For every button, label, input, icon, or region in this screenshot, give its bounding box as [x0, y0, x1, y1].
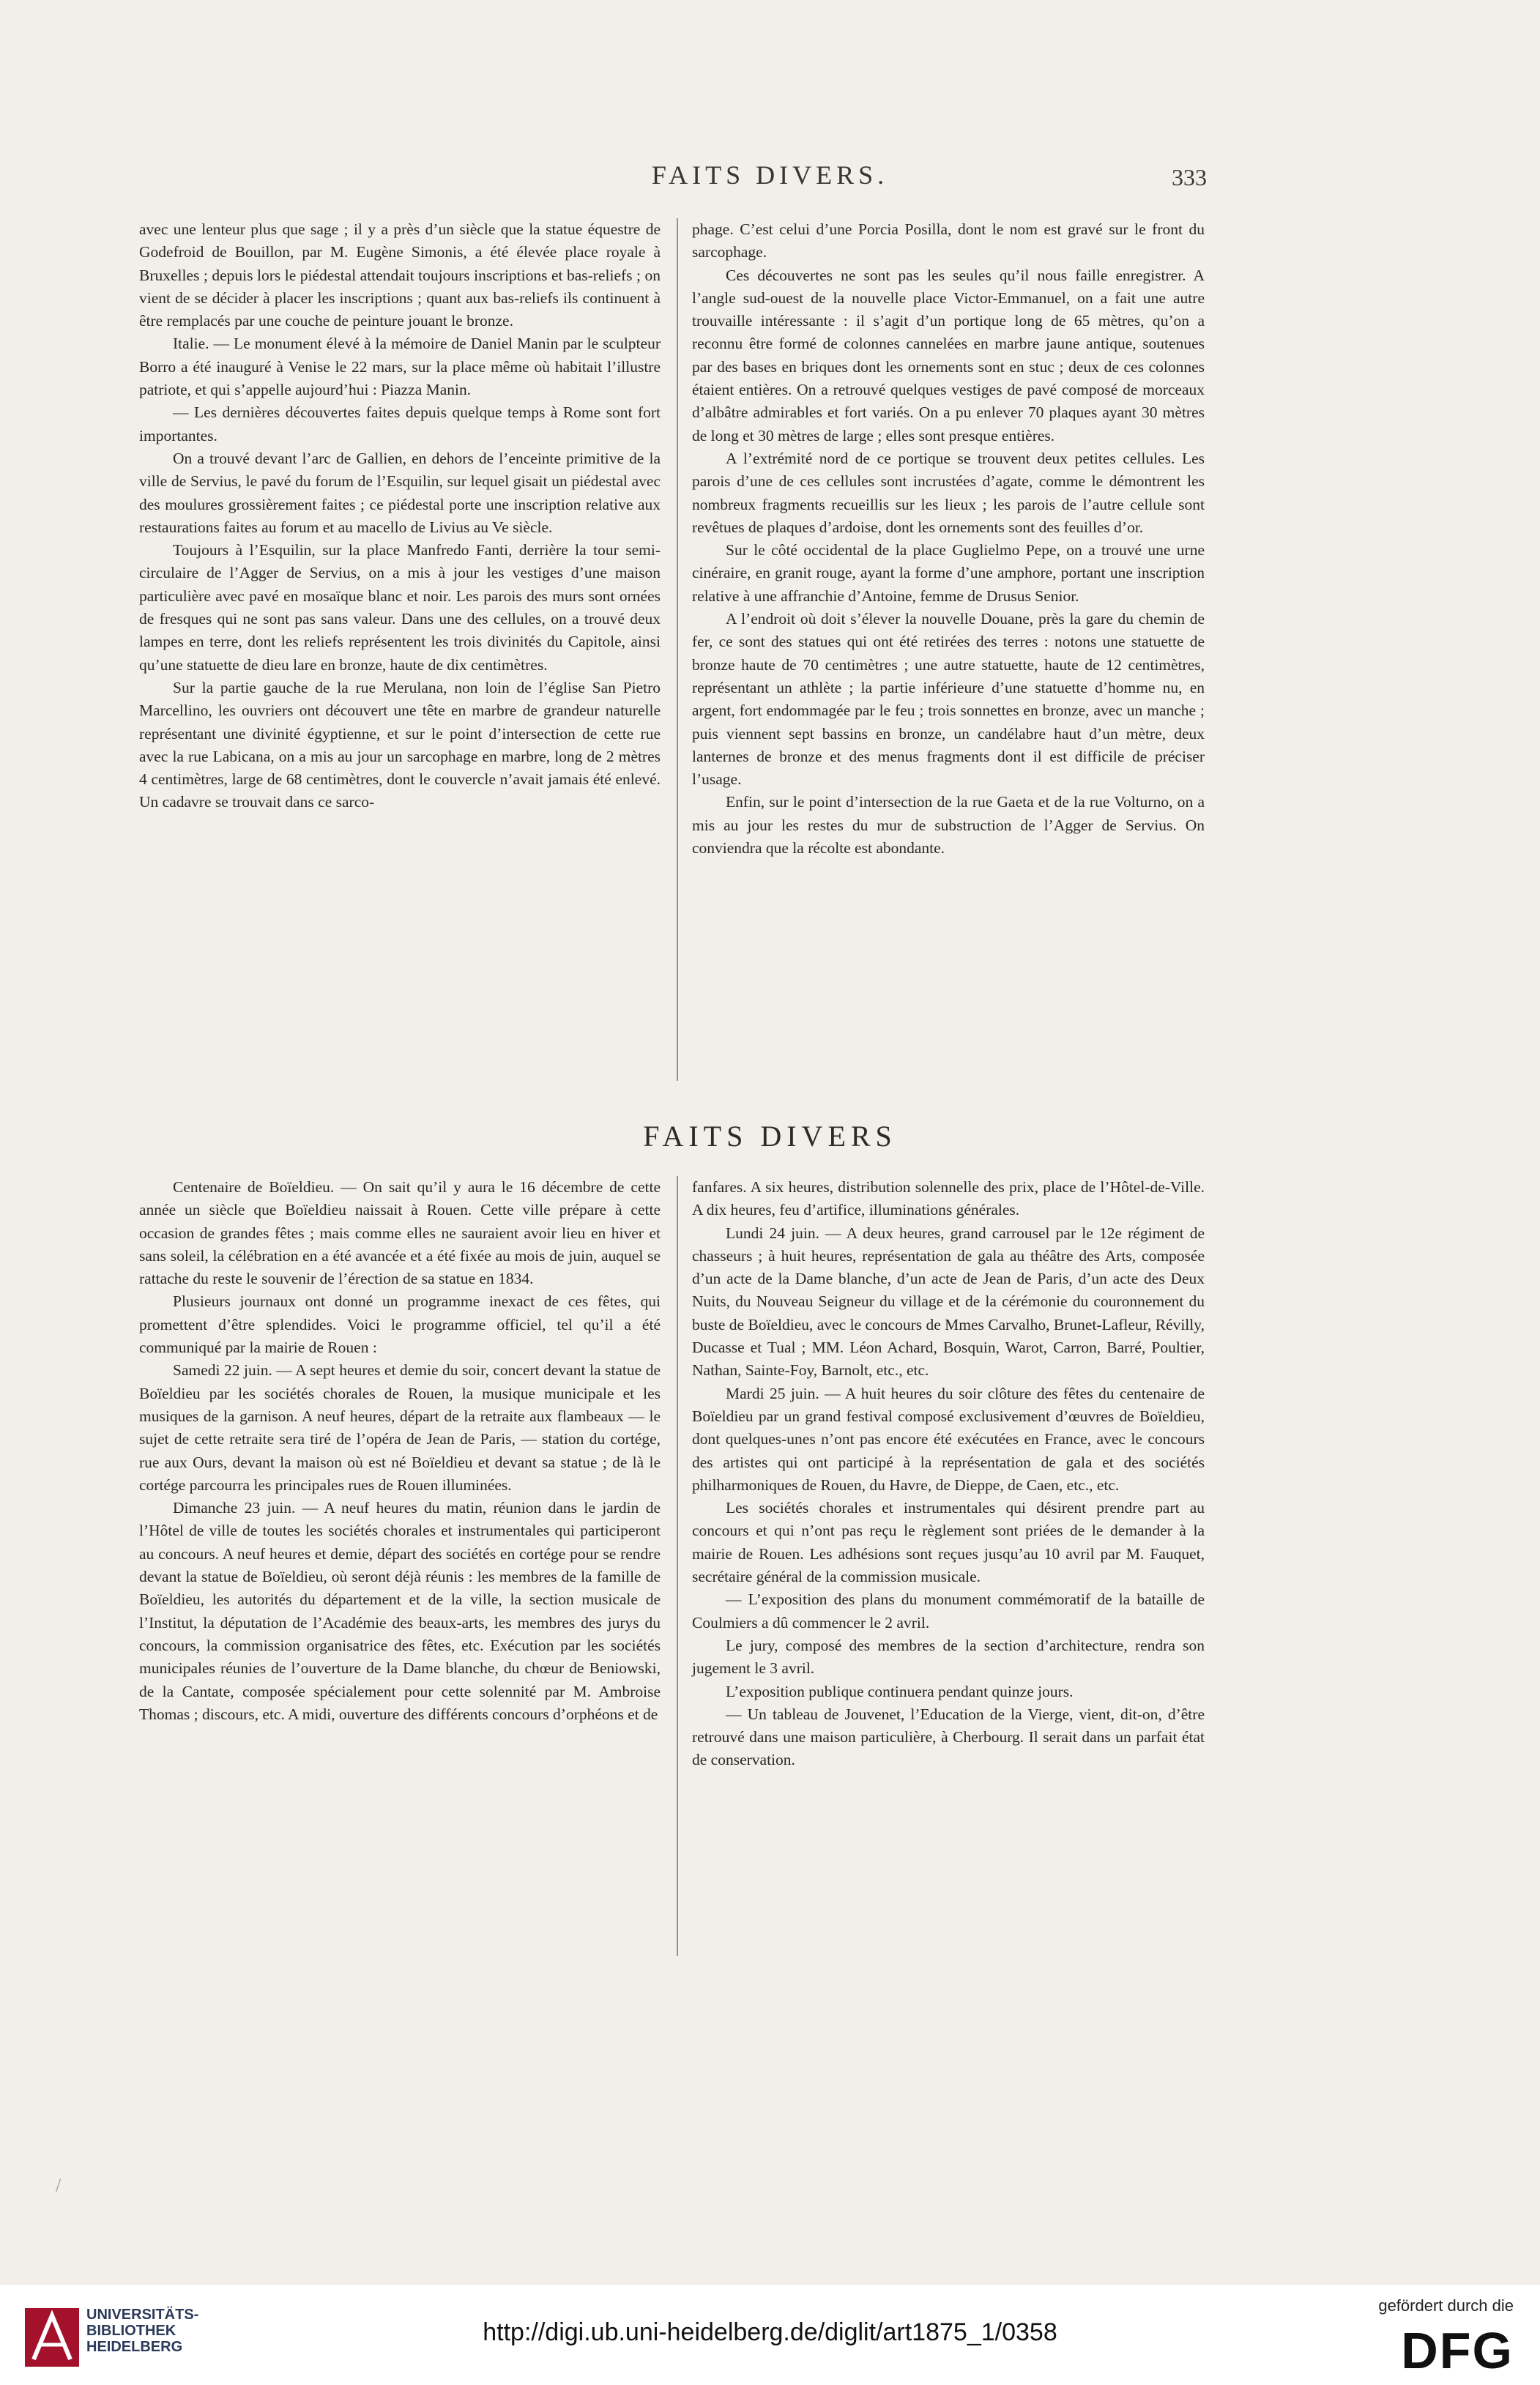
paragraph: fanfares. A six heures, distribution solennelle des prix, place de l’Hôtel-de-Ville. A dix heures, feu d’artifice, illuminations générales.	[692, 1178, 1205, 1219]
paragraph: Mardi 25 juin. — A huit heures du soir clôture des fêtes du centenaire de Boïeldieu par un grand festival composé exclusivement d’œuvres de Boïeldieu, dont quelques-unes n’ont pas encore été exécutées en France, avec le concours des artistes qui ont participé à la représentation de gala et des sociétés philharmoniques de Rouen, du Havre, de Dieppe, de Caen, etc., etc.	[692, 1384, 1205, 1494]
paragraph: Dimanche 23 juin. — A neuf heures du matin, réunion dans le jardin de l’Hôtel de ville de toutes les sociétés chorales et instrumentales qui participeront au concours. A neuf heures et demie, départ des sociétés en cortége pour se rendre devant la statue de Boïeldieu, où seront déjà réunis : les membres de la famille de Boïeldieu, les autorités du département et de la ville, la section musicale de l’Institut, la députation de l’Académie des beaux-arts, les membres des jurys du concours, la commission organisatrice des fêtes, etc. Exécution par les sociétés municipales réunies de l’ouverture de la Dame blanche, du chœur de Beniowski, de la Cantate, composée spécialement pour cette solennité par M. Ambroise Thomas ; discours, etc. A midi, ouverture des différents concours d’orphéons et de	[139, 1499, 661, 1723]
column-divider	[677, 1176, 678, 1956]
top-right-column	[692, 218, 1205, 860]
library-line: UNIVERSITÄTS-	[86, 2307, 199, 2323]
paragraph: Plusieurs journaux ont donné un programme inexact de ces fêtes, qui promettent d’être splendides. Voici le programme officiel, tel qu’il a été communiqué par la mairie de Rouen :	[139, 1292, 661, 1357]
paragraph: Les sociétés chorales et instrumentales qui désirent prendre part au concours et qui n’ont pas reçu le règlement sont priées de le demander à la mairie de Rouen. Les adhésions sont reçues jusqu’au 10 avril par M. Fauquet, secrétaire général de la commission musicale.	[692, 1499, 1205, 1586]
paragraph: Samedi 22 juin. — A sept heures et demie du soir, concert devant la statue de Boïeldieu par les sociétés chorales de Rouen, la musique municipale et les musiques de la garnison. A neuf heures, départ de la retraite aux flambeaux — le sujet de cette retraite sera tiré de l’opéra de Jean de Paris, — station du cortége, rue aux Ours, devant la maison où est né Boïeldieu et devant sa statue ; de là le cortége parcourra les principales rues de Rouen illuminées.	[139, 1361, 661, 1494]
paragraph: A l’extrémité nord de ce portique se trouvent deux petites cellules. Les parois d’une de ces cellules sont incrustées d’agate, comme le démontrent les nombreux fragments recueillis sur les lieux ; les parois de l’autre cellule sont revêtues de plaques d’ardoise, dont les ornements sont des feuilles d’or.	[692, 449, 1205, 536]
margin-mark: /	[56, 2175, 62, 2196]
running-title: FAITS DIVERS.	[651, 160, 889, 190]
paragraph: Lundi 24 juin. — A deux heures, grand carrousel par le 12e régiment de chasseurs ; à huit heures, représentation de gala au théâtre des Arts, composée d’un acte de la Dame blanche, d’un acte de Jean de Paris, d’un acte des Deux Nuits, du Nouveau Seigneur du village et de la cérémonie du couronnement du buste de Boïeldieu, avec le concours de Mmes Carvalho, Brunet-Lafleur, Révilly, Ducasse et Tual ; MM. Léon Achard, Bosquin, Warot, Carron, Barré, Poultier, Nathan, Sainte-Foy, Barnolt, etc., etc.	[692, 1224, 1205, 1380]
paragraph: — Un tableau de Jouvenet, l’Education de la Vierge, vient, dit-on, d’être retrouvé dans une maison particulière, à Cherbourg. Il serait dans un parfait état de conservation.	[692, 1705, 1205, 1769]
paragraph: — Les dernières découvertes faites depuis quelque temps à Rome sont fort importantes.	[139, 403, 661, 444]
paragraph: phage. C’est celui d’une Porcia Posilla, dont le nom est gravé sur le front du sarcophage.	[692, 220, 1205, 261]
footer-bar	[0, 2285, 1540, 2385]
permalink[interactable]: http://digi.ub.uni-heidelberg.de/diglit/art1875_1/0358	[483, 2318, 1057, 2346]
paragraph: Italie. — Le monument élevé à la mémoire de Daniel Manin par le sculpteur Borro a été inauguré à Venise le 22 mars, sur la place même où habitait l’illustre patriote, et qui s’appelle aujourd’hui : Piazza Manin.	[139, 335, 661, 399]
paragraph: Sur le côté occidental de la place Guglielmo Pepe, on a trouvé une urne cinéraire, en granit rouge, ayant la forme d’une amphore, portant une inscription relative à une affranchie d’Antoine, femme de Drusus Senior.	[692, 541, 1205, 605]
paragraph: Enfin, sur le point d’intersection de la rue Gaeta et de la rue Volturno, on a mis au jour les restes du mur de substruction de l’Agger de Servius. On conviendra que la récolte est abondante.	[692, 793, 1205, 857]
paragraph: Sur la partie gauche de la rue Merulana, non loin de l’église San Pietro Marcellino, les ouvriers ont découvert une tête en marbre de grandeur naturelle représentant une divinité égyptienne, et sur le point d’intersection de cette rue avec la rue Labicana, on a mis au jour un sarcophage en marbre, long de 2 mètres 4 centimètres, large de 68 centimètres, dont le couvercle n’avait jamais été enlevé. Un cadavre se trouvait dans ce sarco-	[139, 678, 661, 811]
top-left-column	[139, 218, 661, 814]
paragraph: — L’exposition des plans du monument commémoratif de la bataille de Coulmiers a dû commencer le 2 avril.	[692, 1590, 1205, 1631]
paragraph: avec une lenteur plus que sage ; il y a près d’un siècle que la statue équestre de Godefroid de Bouillon, par M. Eugène Simonis, a été élevée place royale à Bruxelles ; depuis lors le piédestal attendait toujours inscriptions et bas-reliefs ; on vient de se décider à placer les inscriptions ; quant aux bas-reliefs ils continuent à être remplacés par une couche de peinture jouant le bronze.	[139, 220, 661, 330]
funding-label: gefördert durch die	[1378, 2296, 1514, 2315]
column-divider	[677, 218, 678, 1081]
section-title: FAITS DIVERS	[643, 1120, 897, 1153]
paragraph: L’exposition publique continuera pendant quinze jours.	[726, 1682, 1074, 1700]
library-line: HEIDELBERG	[86, 2339, 183, 2355]
page-number: 333	[1172, 164, 1207, 190]
paragraph: Le jury, composé des membres de la section d’architecture, rendra son jugement le 3 avril.	[692, 1636, 1205, 1678]
dfg-logo: DFG	[1401, 2322, 1514, 2379]
paragraph: A l’endroit où doit s’élever la nouvelle Douane, près la gare du chemin de fer, ce sont des statues qui ont été retirées des terres : notons une statuette de bronze haute de 70 centimètres ; une autre statuette, haute de 12 centimètres, représentant un athlète ; la partie inférieure d’une statuette d’homme nu, en argent, fort endommagée par le feu ; trois sonnettes en bronze, avec un manche ; puis viennent sept bassins en bronze, un candélabre haut d’un mètre, deux lanternes de bronze et des menus fragments dont il est difficile de préciser l’usage.	[692, 610, 1205, 789]
page-header	[0, 160, 1540, 204]
paragraph: On a trouvé devant l’arc de Gallien, en dehors de l’enceinte primitive de la ville de Servius, le pavé du forum de l’Esquilin, sur lequel gisait un piédestal avec des moulures grossièrement faites ; ce piédestal porte une inscription relative aux restaurations faites au forum et au macello de Livius au Ve siècle.	[139, 449, 661, 536]
bottom-right-column	[692, 1176, 1205, 1772]
library-line: BIBLIOTHEK	[86, 2323, 176, 2339]
paragraph: Ces découvertes ne sont pas les seules qu’il nous faille enregistrer. A l’angle sud-ouest de la nouvelle place Victor-Emmanuel, on a fait une autre trouvaille intéressante : il s’agit d’un portique long de 65 mètres, qu’on a reconnu être formé de colonnes cannelées en marbre jaune antique, soutenues par des bases en briques dont les ornements sont en stuc ; deux de ces colonnes étaient entières. On a retrouvé quelques vestiges de pavé composé de morceaux d’albâtre admirables et fort variés. On a pu enlever 70 plaques ayant 30 mètres de long et 30 mètres de large ; elles sont presque entières.	[692, 266, 1205, 444]
paragraph: Centenaire de Boïeldieu. — On sait qu’il y aura le 16 décembre de cette année un siècle que Boïeldieu naissait à Rouen. Cette ville prépare à cette occasion de grandes fêtes ; mais comme elles ne sauraient avoir lieu en hiver et sans soleil, la célébration en a été avancée et a été fixée au mois de juin, auquel se rattache du reste le souvenir de l’érection de sa statue en 1834.	[139, 1178, 661, 1288]
bottom-left-column	[139, 1176, 661, 1726]
paragraph: Toujours à l’Esquilin, sur la place Manfredo Fanti, derrière la tour semi-circulaire de l’Agger de Servius, on a mis à jour les vestiges d’une maison particulière avec pavé en mosaïque blanc et noir. Les parois des murs sont ornées de fresques qui ne sont pas sans valeur. Dans une des cellules, on a trouvé deux lampes en terre, dont les reliefs représentent les trois divinités du Capitole, ainsi qu’une statuette de dieu lare en bronze, haute de dix centimètres.	[139, 541, 661, 674]
